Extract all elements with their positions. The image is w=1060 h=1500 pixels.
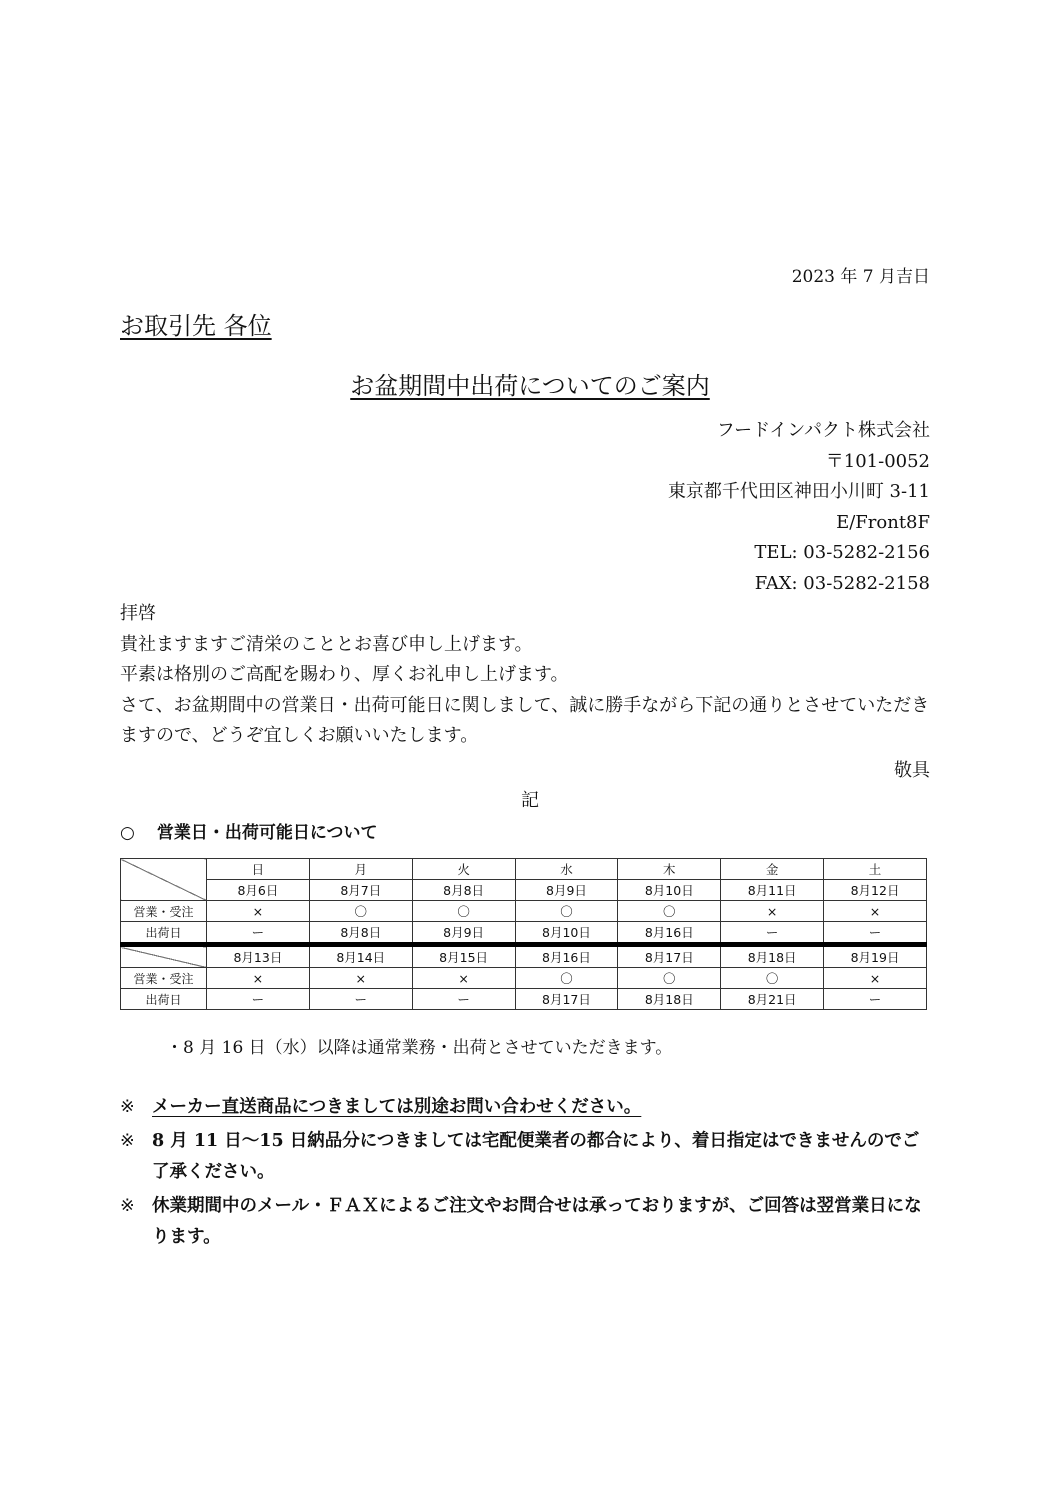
remark-text: 休業期間中のメール・ＦＡＸによるご注文やお問合せは承っておりますが、ご回答は翌営業日になります。 bbox=[152, 1196, 922, 1247]
body-line: 平素は格別のご高配を賜わり、厚くお礼申し上げます。 bbox=[120, 664, 569, 685]
row-label-ship: 出荷日 bbox=[121, 989, 207, 1010]
ship-cell: 8月18日 bbox=[618, 989, 721, 1010]
week2-business-row bbox=[121, 968, 927, 989]
reference-mark-icon: ※ bbox=[120, 1097, 135, 1117]
remark-item bbox=[120, 1126, 930, 1188]
sender-fax: FAX: 03-5282-2158 bbox=[754, 572, 930, 594]
week2-date-row bbox=[121, 945, 927, 968]
business-cell: × bbox=[207, 901, 310, 922]
date-cell: 8月18日 bbox=[721, 945, 824, 968]
corner-cell bbox=[121, 945, 207, 968]
date-cell: 8月10日 bbox=[618, 880, 721, 901]
week1-ship-row bbox=[121, 922, 927, 945]
issue-date: 2023 年 7 月吉日 bbox=[791, 267, 930, 287]
ship-cell: ー bbox=[721, 922, 824, 945]
ship-cell: 8月17日 bbox=[515, 989, 618, 1010]
ki-heading: 記 bbox=[521, 790, 539, 811]
weekday-cell: 土 bbox=[824, 859, 927, 880]
schedule-note: ・8 月 16 日（水）以降は通常業務・出荷とさせていただきます。 bbox=[166, 1038, 673, 1058]
document-title-text: お盆期間中出荷についてのご案内 bbox=[350, 372, 710, 400]
ship-cell: ー bbox=[824, 989, 927, 1010]
date-cell: 8月9日 bbox=[515, 880, 618, 901]
row-label-business: 営業・受注 bbox=[121, 901, 207, 922]
business-cell: 〇 bbox=[515, 901, 618, 922]
circle-bullet-icon: ○ bbox=[120, 823, 135, 843]
section-title: 営業日・出荷可能日について bbox=[156, 823, 378, 843]
week2-ship-row bbox=[121, 989, 927, 1010]
business-cell: 〇 bbox=[309, 901, 412, 922]
business-cell: 〇 bbox=[515, 968, 618, 989]
corner-cell bbox=[121, 859, 207, 901]
ship-cell: ー bbox=[207, 922, 310, 945]
weekday-cell: 金 bbox=[721, 859, 824, 880]
document-title bbox=[0, 366, 1060, 401]
reference-mark-icon: ※ bbox=[120, 1131, 135, 1151]
body-line: 貴社ますますご清栄のこととお喜び申し上げます。 bbox=[120, 633, 533, 655]
weekday-cell: 日 bbox=[207, 859, 310, 880]
business-cell: × bbox=[721, 901, 824, 922]
date-cell: 8月7日 bbox=[309, 880, 412, 901]
sender-address: 東京都千代田区神田小川町 3-11 bbox=[667, 481, 930, 502]
remark-item bbox=[120, 1191, 930, 1253]
ship-cell: 8月10日 bbox=[515, 922, 618, 945]
row-label-ship: 出荷日 bbox=[121, 922, 207, 945]
week1-business-row bbox=[121, 901, 927, 922]
date-cell: 8月11日 bbox=[721, 880, 824, 901]
sender-block bbox=[668, 416, 930, 599]
sender-building: E/Front8F bbox=[836, 511, 930, 533]
business-cell: × bbox=[824, 901, 927, 922]
remark-text: メーカー直送商品につきましては別途お問い合わせください。 bbox=[152, 1097, 642, 1117]
opening-greeting: 拝啓 bbox=[120, 603, 156, 624]
row-label-business: 営業・受注 bbox=[121, 968, 207, 989]
business-cell: 〇 bbox=[721, 968, 824, 989]
ship-cell: ー bbox=[309, 989, 412, 1010]
business-cell: × bbox=[824, 968, 927, 989]
ship-cell: ー bbox=[412, 989, 515, 1010]
date-cell: 8月17日 bbox=[618, 945, 721, 968]
business-cell: 〇 bbox=[618, 901, 721, 922]
weekday-cell: 月 bbox=[309, 859, 412, 880]
date-cell: 8月16日 bbox=[515, 945, 618, 968]
business-cell: 〇 bbox=[618, 968, 721, 989]
schedule-table bbox=[120, 858, 927, 1010]
weekday-cell: 火 bbox=[412, 859, 515, 880]
remark-text: 8 月 11 日〜15 日納品分につきましては宅配便業者の都合により、着日指定はできませんのでご了承ください。 bbox=[152, 1131, 920, 1182]
ship-cell: 8月16日 bbox=[618, 922, 721, 945]
sender-postal: 〒101-0052 bbox=[825, 450, 930, 472]
date-cell: 8月14日 bbox=[309, 945, 412, 968]
remarks-list bbox=[120, 1092, 930, 1256]
weekday-cell: 木 bbox=[618, 859, 721, 880]
date-cell: 8月12日 bbox=[824, 880, 927, 901]
section-heading bbox=[120, 818, 378, 843]
business-cell: × bbox=[309, 968, 412, 989]
ship-cell: 8月9日 bbox=[412, 922, 515, 945]
letter-body bbox=[120, 599, 930, 752]
remark-item bbox=[120, 1092, 930, 1123]
business-cell: 〇 bbox=[412, 901, 515, 922]
week1-date-row bbox=[121, 880, 927, 901]
weekday-row bbox=[121, 859, 927, 880]
ship-cell: 8月21日 bbox=[721, 989, 824, 1010]
ship-cell: ー bbox=[207, 989, 310, 1010]
closing-word: 敬具 bbox=[894, 760, 930, 781]
date-cell: 8月19日 bbox=[824, 945, 927, 968]
date-cell: 8月8日 bbox=[412, 880, 515, 901]
body-line: さて、お盆期間中の営業日・出荷可能日に関しまして、誠に勝手ながら下記の通りとさせていただきますので、どうぞ宜しくお願いいたします。 bbox=[120, 694, 930, 746]
business-cell: × bbox=[207, 968, 310, 989]
weekday-cell: 水 bbox=[515, 859, 618, 880]
ship-cell: ー bbox=[824, 922, 927, 945]
sender-tel: TEL: 03-5282-2156 bbox=[754, 542, 930, 563]
date-cell: 8月13日 bbox=[207, 945, 310, 968]
reference-mark-icon: ※ bbox=[120, 1196, 135, 1216]
business-cell: × bbox=[412, 968, 515, 989]
date-cell: 8月15日 bbox=[412, 945, 515, 968]
sender-company: フードインパクト株式会社 bbox=[716, 420, 930, 441]
ship-cell: 8月8日 bbox=[309, 922, 412, 945]
addressee: お取引先 各位 bbox=[120, 312, 272, 340]
date-cell: 8月6日 bbox=[207, 880, 310, 901]
